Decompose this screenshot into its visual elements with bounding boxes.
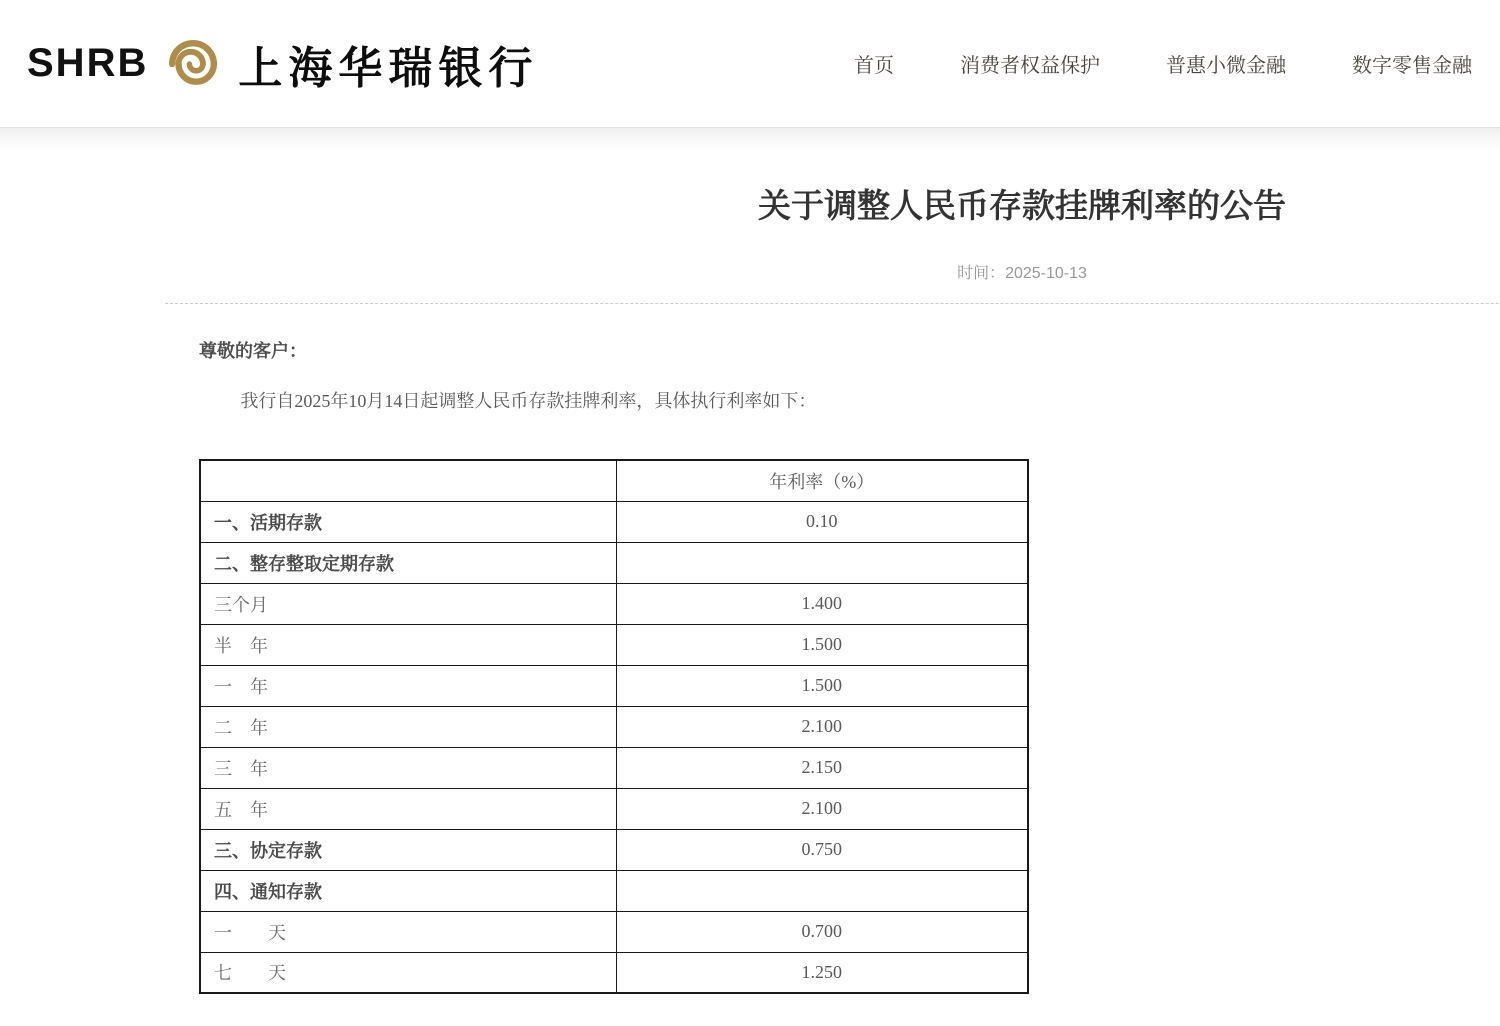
row-label: 一 天 [200, 911, 616, 952]
table-row [200, 952, 1028, 993]
row-rate: 1.250 [616, 952, 1028, 993]
article-body [199, 337, 1027, 994]
publish-time: 时间：2025-10-13 [957, 265, 1087, 282]
row-label: 二 年 [200, 706, 616, 747]
table-header-row [200, 460, 1028, 501]
row-label: 一 年 [200, 665, 616, 706]
intro-paragraph: 我行自2025年10月14日起调整人民币存款挂牌利率，具体执行利率如下： [240, 391, 817, 411]
table-row [200, 788, 1028, 829]
greeting-text: 尊敬的客户： [199, 341, 307, 361]
row-label: 五 年 [200, 788, 616, 829]
nav-item-inclusive-finance[interactable]: 普惠小微金融 [1166, 55, 1286, 77]
row-rate: 2.150 [616, 747, 1028, 788]
brand-abbr: SHRB [27, 41, 149, 85]
table-row [200, 911, 1028, 952]
row-rate: 1.500 [616, 665, 1028, 706]
brand-logo[interactable] [27, 32, 538, 96]
row-rate [616, 870, 1028, 911]
table-row [200, 870, 1028, 911]
row-label: 三个月 [200, 583, 616, 624]
row-rate: 0.10 [616, 501, 1028, 542]
page-title: 关于调整人民币存款挂牌利率的公告 [758, 187, 1286, 224]
table-row [200, 501, 1028, 542]
site-header [0, 0, 1500, 128]
row-rate: 2.100 [616, 706, 1028, 747]
nav-item-home[interactable]: 首页 [854, 55, 894, 77]
deposit-rate-table [199, 459, 1029, 994]
table-row [200, 542, 1028, 583]
table-row [200, 829, 1028, 870]
header-fade-divider [0, 128, 1500, 152]
row-label: 三 年 [200, 747, 616, 788]
row-label: 二、整存整取定期存款 [200, 542, 616, 583]
table-row [200, 583, 1028, 624]
row-rate: 0.750 [616, 829, 1028, 870]
row-label: 三、协定存款 [200, 829, 616, 870]
row-label: 一、活期存款 [200, 501, 616, 542]
row-label: 七 天 [200, 952, 616, 993]
article-head [165, 152, 1500, 304]
brand-name: 上海华瑞银行 [238, 42, 539, 94]
row-label: 半 年 [200, 624, 616, 665]
table-row [200, 665, 1028, 706]
row-rate [616, 542, 1028, 583]
nav-item-digital-retail[interactable]: 数字零售金融 [1352, 55, 1472, 77]
announcement-page [0, 152, 1500, 994]
row-label: 四、通知存款 [200, 870, 616, 911]
empty-header-cell [200, 460, 616, 501]
row-rate: 2.100 [616, 788, 1028, 829]
row-rate: 1.500 [616, 624, 1028, 665]
annual-rate-header: 年利率（%） [616, 460, 1028, 501]
nav-item-consumer-protection[interactable]: 消费者权益保护 [960, 55, 1100, 77]
table-row [200, 747, 1028, 788]
table-row [200, 706, 1028, 747]
main-nav [854, 49, 1472, 78]
gold-swirl-icon [164, 35, 222, 93]
table-row [200, 624, 1028, 665]
row-rate: 1.400 [616, 583, 1028, 624]
row-rate: 0.700 [616, 911, 1028, 952]
